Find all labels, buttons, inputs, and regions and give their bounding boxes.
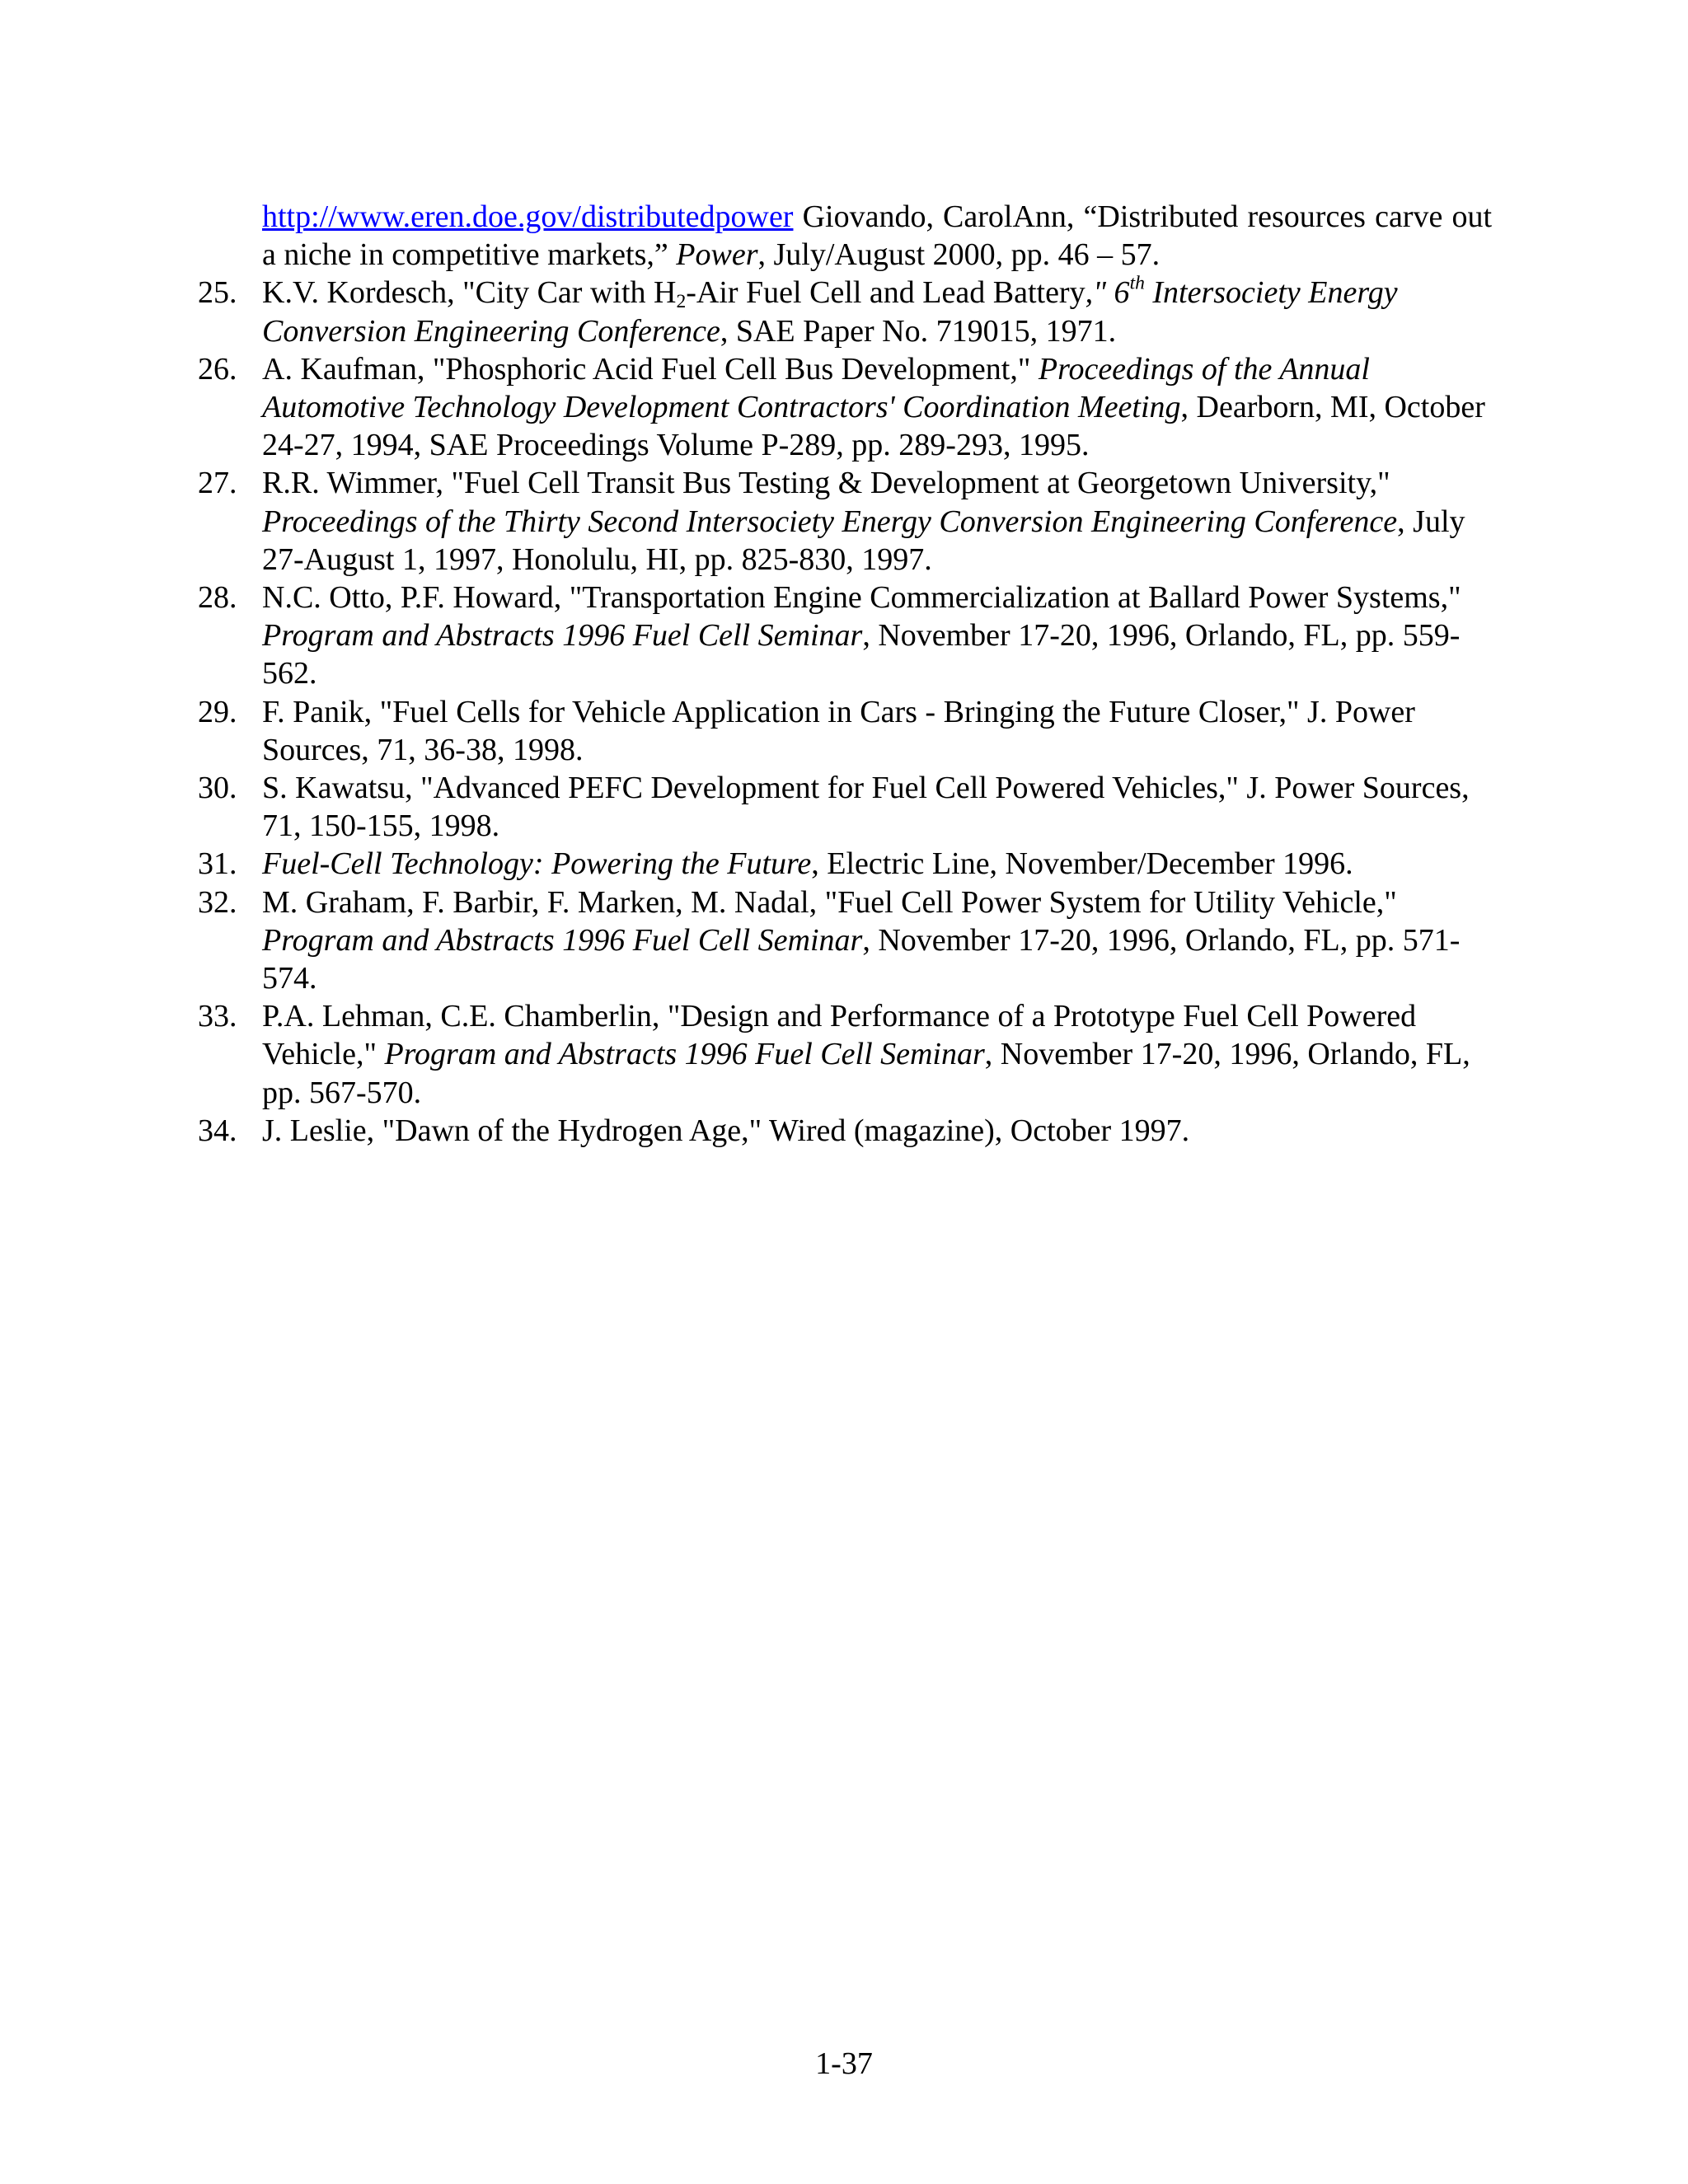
reference-number: 30. — [198, 771, 237, 806]
reference-29 — [198, 693, 1492, 769]
reference-italic: Proceedings of the Annual Automotive Technology Development Contractors' Coordination Meeting — [262, 351, 1370, 425]
reference-number: 25. — [198, 275, 237, 311]
reference-text: R.R. Wimmer, "Fuel Cell Transit Bus Testing & Development at Georgetown University," — [262, 466, 1390, 501]
reference-number: 27. — [198, 466, 237, 501]
reference-text: Giovando, CarolAnn, “Distributed resources carve out a niche in competitive markets,” — [262, 199, 1492, 273]
reference-italic: Proceedings of the Thirty Second Intersociety Energy Conversion Engineering Conference — [262, 504, 1398, 539]
reference-italic: Program and Abstracts 1996 Fuel Cell Seminar — [262, 618, 863, 654]
reference-text: J. Leslie, "Dawn of the Hydrogen Age," Wired (magazine), October 1997. — [262, 1113, 1190, 1148]
reference-text: , Dearborn, MI, October 24-27, 1994, SAE Proceedings Volume P-289, pp. 289-293, 1995. — [262, 390, 1485, 463]
reference-text: P.A. Lehman, C.E. Chamberlin, "Design and Performance of a Prototype Fuel Cell Powered Vehicle," — [262, 999, 1417, 1072]
reference-33 — [198, 997, 1492, 1112]
reference-number: 32. — [198, 884, 237, 920]
reference-number: 34. — [198, 1113, 237, 1148]
reference-number: 29. — [198, 694, 237, 729]
reference-text: S. Kawatsu, "Advanced PEFC Development for Fuel Cell Powered Vehicles," J. Power Sources, 71, 150-155, 1998. — [262, 771, 1470, 844]
reference-text: , November 17-20, 1996, Orlando, FL, pp. 571-574. — [262, 922, 1461, 996]
reference-text: N.C. Otto, P.F. Howard, "Transportation Engine Commercialization at Ballard Power Systems," — [262, 580, 1461, 616]
reference-text: , Electric Line, November/December 1996. — [811, 846, 1353, 882]
reference-italic: Power — [676, 237, 758, 273]
reference-italic: Program and Abstracts 1996 Fuel Cell Seminar — [262, 922, 863, 958]
reference-text: -Air Fuel Cell and Lead Battery — [686, 275, 1085, 311]
reference-32 — [198, 883, 1492, 998]
reference-27 — [198, 464, 1492, 579]
reference-text: , July 27-August 1, 1997, Honolulu, HI, pp. 825-830, 1997. — [262, 504, 1465, 577]
reference-text: , July/August 2000, pp. 46 – 57. — [757, 237, 1160, 273]
reference-continuation — [198, 198, 1492, 274]
reference-italic: ," 6 — [1085, 275, 1130, 311]
reference-26 — [198, 350, 1492, 465]
reference-text: , SAE Paper No. 719015, 1971. — [720, 313, 1117, 349]
distributed-power-link[interactable]: http://www.eren.doe.gov/distributedpower — [262, 199, 794, 234]
reference-number: 31. — [198, 846, 237, 882]
reference-30 — [198, 769, 1492, 845]
reference-34 — [198, 1112, 1492, 1150]
reference-text: A. Kaufman, "Phosphoric Acid Fuel Cell Bus Development," — [262, 351, 1039, 387]
reference-italic: Intersociety Energy Conversion Engineering Conference — [262, 275, 1398, 349]
reference-text: F. Panik, "Fuel Cells for Vehicle Application in Cars - Bringing the Future Closer," J. Power Sources, 71, 36-38, 1998. — [262, 694, 1415, 767]
superscript: th — [1129, 272, 1145, 294]
reference-28 — [198, 579, 1492, 693]
reference-number: 26. — [198, 351, 237, 387]
reference-list — [198, 198, 1492, 1150]
reference-25 — [198, 274, 1492, 349]
reference-text: K.V. Kordesch, "City Car with H — [262, 275, 677, 311]
reference-italic: Program and Abstracts 1996 Fuel Cell Seminar — [384, 1037, 985, 1072]
reference-italic: Fuel-Cell Technology: Powering the Future — [262, 846, 812, 882]
page-number: 1-37 — [815, 2046, 873, 2081]
reference-text: , November 17-20, 1996, Orlando, FL, pp. 559-562. — [262, 618, 1461, 691]
subscript: 2 — [676, 291, 687, 313]
reference-text: M. Graham, F. Barbir, F. Marken, M. Nadal, "Fuel Cell Power System for Utility Vehicle," — [262, 884, 1397, 920]
reference-number: 33. — [198, 999, 237, 1034]
reference-text: , November 17-20, 1996, Orlando, FL, pp. 567-570. — [262, 1037, 1470, 1110]
reference-31 — [198, 845, 1492, 883]
reference-number: 28. — [198, 580, 237, 616]
